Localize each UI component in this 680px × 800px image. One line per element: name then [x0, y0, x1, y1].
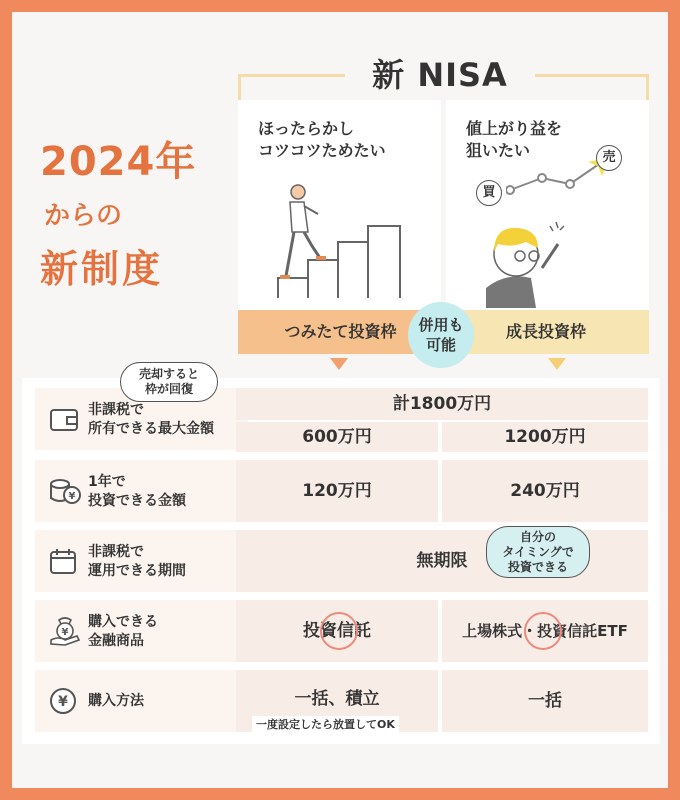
tsumitate-arrow-icon: [330, 358, 348, 370]
svg-text:¥: ¥: [61, 627, 69, 638]
title-new-system: 新制度: [40, 247, 164, 291]
seicho-panel: [446, 100, 649, 310]
row1-tsumitate: 120万円: [236, 460, 438, 522]
row0-tsumitate: 600万円: [236, 422, 438, 452]
nisa-title: 新 NISA: [345, 52, 535, 98]
row-label-period: 非課税で 運用できる期間: [35, 530, 248, 592]
row0-seicho: 1200万円: [442, 422, 648, 452]
wallet-icon: [49, 406, 79, 432]
row2-both: 無期限: [236, 530, 648, 592]
sell-reset-bubble: 売却すると 枠が回復: [120, 362, 218, 402]
tsumitate-panel: [238, 100, 441, 310]
highlight-circle-icon: [320, 612, 358, 650]
seicho-arrow-icon: [548, 358, 566, 370]
svg-text:¥: ¥: [58, 694, 68, 710]
yen-coins-icon: [49, 476, 81, 506]
title-year: 2024年: [40, 139, 197, 185]
row3-seicho: 上場株式・投資信託ETF: [442, 600, 648, 662]
svg-text:¥: ¥: [68, 491, 76, 502]
sell-badge: 売: [596, 145, 622, 171]
money-hand-icon: [49, 614, 81, 646]
yen-circle-icon: [49, 687, 77, 715]
seicho-heading: 値上がり益を 狙いたい: [466, 119, 563, 160]
highlight-circle-icon: [524, 612, 562, 650]
row-label-annual-amount: ¥ 1年で 投資できる金額: [35, 460, 248, 522]
row4-seicho: 一括: [442, 670, 648, 732]
calendar-icon: [49, 547, 77, 575]
thinking-person-icon: [476, 208, 586, 308]
combined-use-badge: 併用も 可能: [408, 302, 474, 368]
title-from: からの: [44, 201, 123, 231]
row1-seicho: 240万円: [442, 460, 648, 522]
tsumitate-heading: ほったらかし コツコツためたい: [258, 119, 386, 160]
row4-tsumitate: 一括、積立: [236, 670, 438, 732]
seicho-label: 成長投資枠: [443, 310, 649, 354]
main-title: [40, 130, 196, 293]
timing-bubble: 自分の タイミングで 投資できる: [486, 526, 590, 578]
row-label-max-amount: 非課税で 所有できる最大金額: [35, 388, 248, 450]
row0-total: 計1800万円: [236, 388, 648, 420]
row-label-method: ¥ 購入方法: [35, 670, 248, 732]
row-label-products: ¥ 購入できる 金融商品: [35, 600, 248, 662]
row4-tsumitate-note: 一度設定したら放置してOK: [252, 716, 399, 732]
stairs-climber-icon: [268, 180, 418, 300]
buy-badge: 買: [476, 180, 502, 206]
tsumitate-label: つみたて投資枠: [238, 310, 443, 354]
row3-tsumitate: 投資信託: [236, 600, 438, 662]
